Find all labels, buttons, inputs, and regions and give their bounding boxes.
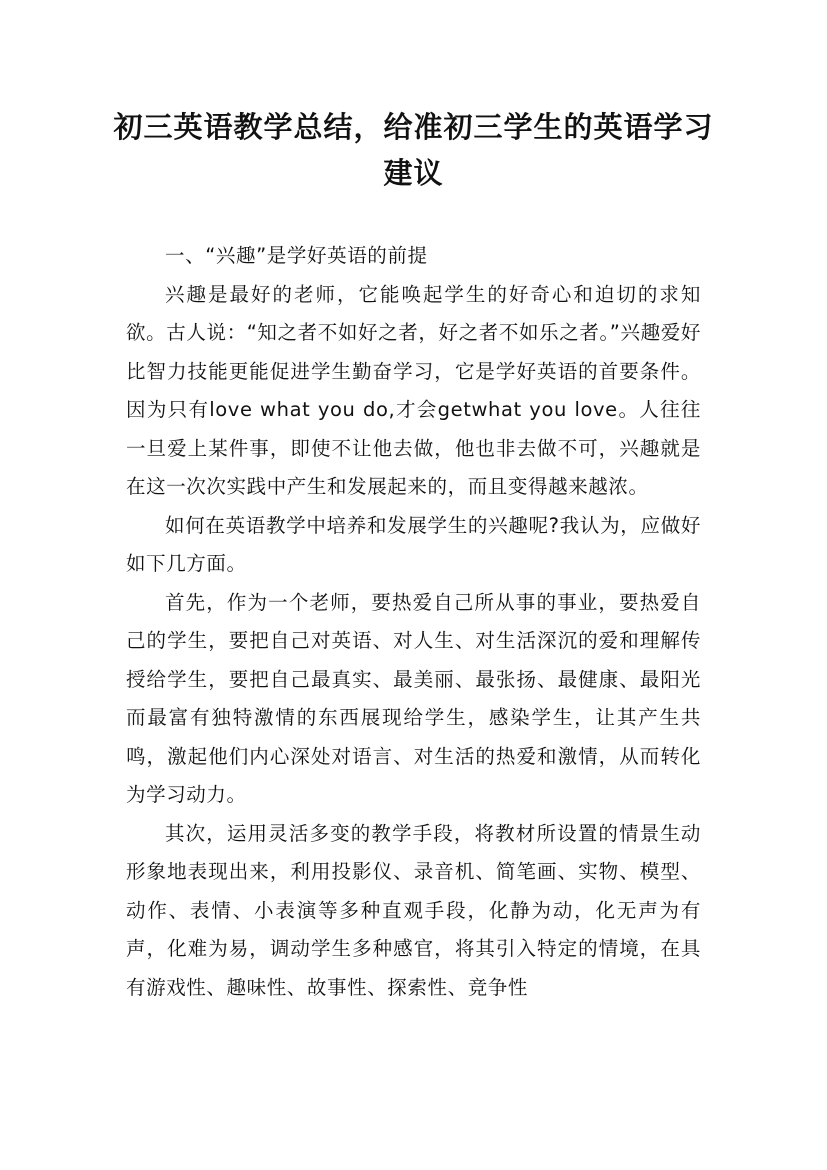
paragraph-how-to: 如何在英语教学中培养和发展学生的兴趣呢?我认为，应做好如下几方面。 (126, 513, 701, 575)
document-body (126, 237, 701, 1007)
document-title: 初三英语教学总结，给准初三学生的英语学习建议 (113, 110, 714, 190)
section-heading: 一、“兴趣”是学好英语的前提 (165, 244, 428, 267)
paragraph-first: 首先，作为一个老师，要热爱自己所从事的事业，要热爱自己的学生，要把自己对英语、对人生、对生活深沉的爱和理解传授给学生，要把自己最真实、最美丽、最张扬、最健康、最阳光而最富有独特激情的东西展现给学生，感染学生，让其产生共鸣，激起他们内心深处对语言、对生活的热爱和激情，从而转化为学习动力。 (126, 590, 701, 806)
paragraph-interest: 兴趣是最好的老师，它能唤起学生的好奇心和迫切的求知欲。古人说：“知之者不如好之者，好之者不如乐之者。”兴趣爱好比智力技能更能促进学生勤奋学习，它是学好英语的首要条件。因为只有love what you do,才会getwhat you love。人往往一旦爱上某件事，即使不让他去做，他也非去做不可，兴趣就是在这一次次实践中产生和发展起来的，而且变得越来越浓。 (126, 282, 701, 498)
paragraph-second: 其次，运用灵活多变的教学手段，将教材所设置的情景生动形象地表现出来，利用投影仪、录音机、简笔画、实物、模型、动作、表情、小表演等多种直观手段，化静为动，化无声为有声，化难为易，调动学生多种感官，将其引入特定的情境，在具有游戏性、趣味性、故事性、探索性、竞争性 (126, 821, 701, 999)
